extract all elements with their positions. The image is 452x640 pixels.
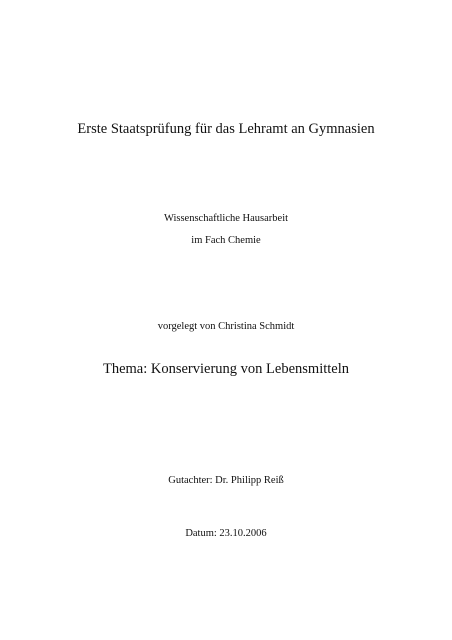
topic-title: Thema: Konservierung von Lebensmitteln bbox=[102, 361, 350, 377]
author-line: vorgelegt von Christina Schmidt bbox=[157, 321, 295, 332]
work-type-label: Wissenschaftliche Hausarbeit bbox=[163, 213, 289, 224]
reviewer-line: Gutachter: Dr. Philipp Reiß bbox=[168, 475, 284, 486]
subject-label: im Fach Chemie bbox=[191, 235, 261, 246]
exam-title: Erste Staatsprüfung für das Lehramt an Gymnasien bbox=[77, 121, 375, 137]
date-line: Datum: 23.10.2006 bbox=[185, 528, 267, 539]
